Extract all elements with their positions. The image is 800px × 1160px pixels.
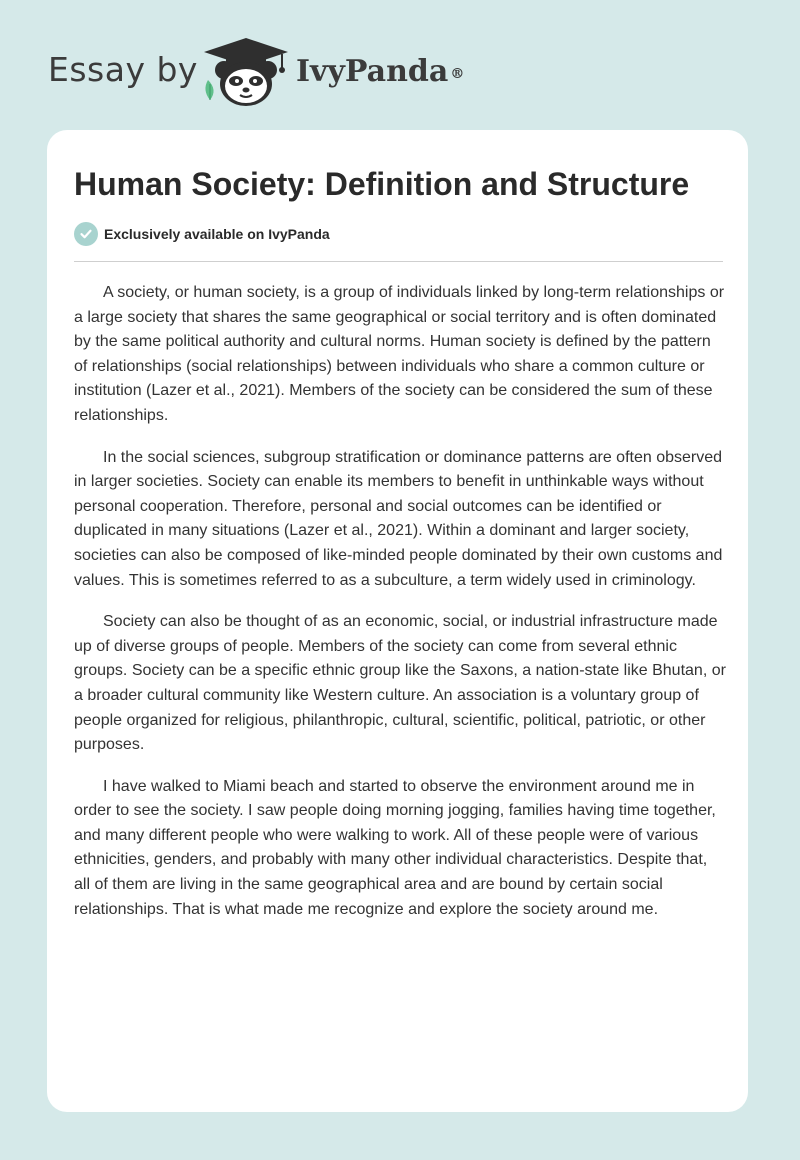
essay-body (74, 281, 726, 939)
essay-card (47, 130, 748, 1112)
page-title: Human Society: Definition and Structure (74, 166, 690, 202)
paragraph: Society can also be thought of as an economic, social, or industrial infrastructure made up of diverse groups of people. Members of the society can come from several ethnic groups. Society can be a specific ethnic group like the Saxons, a nation-state like Bhutan, or a broader cultural community like Western culture. An association is a voluntary group of people organized for religious, philanthropic, cultural, scientific, political, patriotic, or other purposes. (74, 613, 726, 754)
badge-text: Exclusively available on IvyPanda (104, 226, 330, 242)
check-circle-icon (74, 222, 98, 246)
brand-text: IvyPanda (296, 54, 449, 89)
panda-graduate-icon[interactable] (200, 36, 292, 108)
paragraph: I have walked to Miami beach and started to observe the environment around me in order to see the society. I saw people doing morning jogging, families having time together, and many different people who were walking to work. All of these people were of various ethnicities, genders, and probably with many other individual characteristics. Despite that, all of them are living in the same geographical area and are bound by certain social relationships. That is what made me recognize and explore the society around me. (74, 777, 716, 918)
divider (74, 261, 723, 262)
registered-mark: ® (450, 66, 465, 82)
paragraph: In the social sciences, subgroup stratification or dominance patterns are often observed in larger societies. Society can enable its members to benefit in unthinkable ways without personal cooperation. Therefore, personal and social outcomes can be identified or duplicated in many situations (Lazer et al., 2021). Within a dominant and larger society, societies can also be composed of like-minded people dominated by their own customs and values. This is sometimes referred to as a subculture, a term widely used in criminology. (74, 448, 723, 589)
site-header (0, 0, 800, 120)
brand-name[interactable] (296, 52, 464, 92)
paragraph: A society, or human society, is a group of individuals linked by long-term relationships or a large society that shares the same geographical or social territory and is often dominated by the same political authority and cultural norms. Human society is defined by the pattern of relationships (social relationships) between individuals who share a common culture or institution (Lazer et al., 2021). Members of the society can be considered the sum of these relationships. (74, 284, 725, 424)
essay-by-label: Essay by (48, 50, 198, 89)
exclusive-badge (74, 222, 330, 246)
